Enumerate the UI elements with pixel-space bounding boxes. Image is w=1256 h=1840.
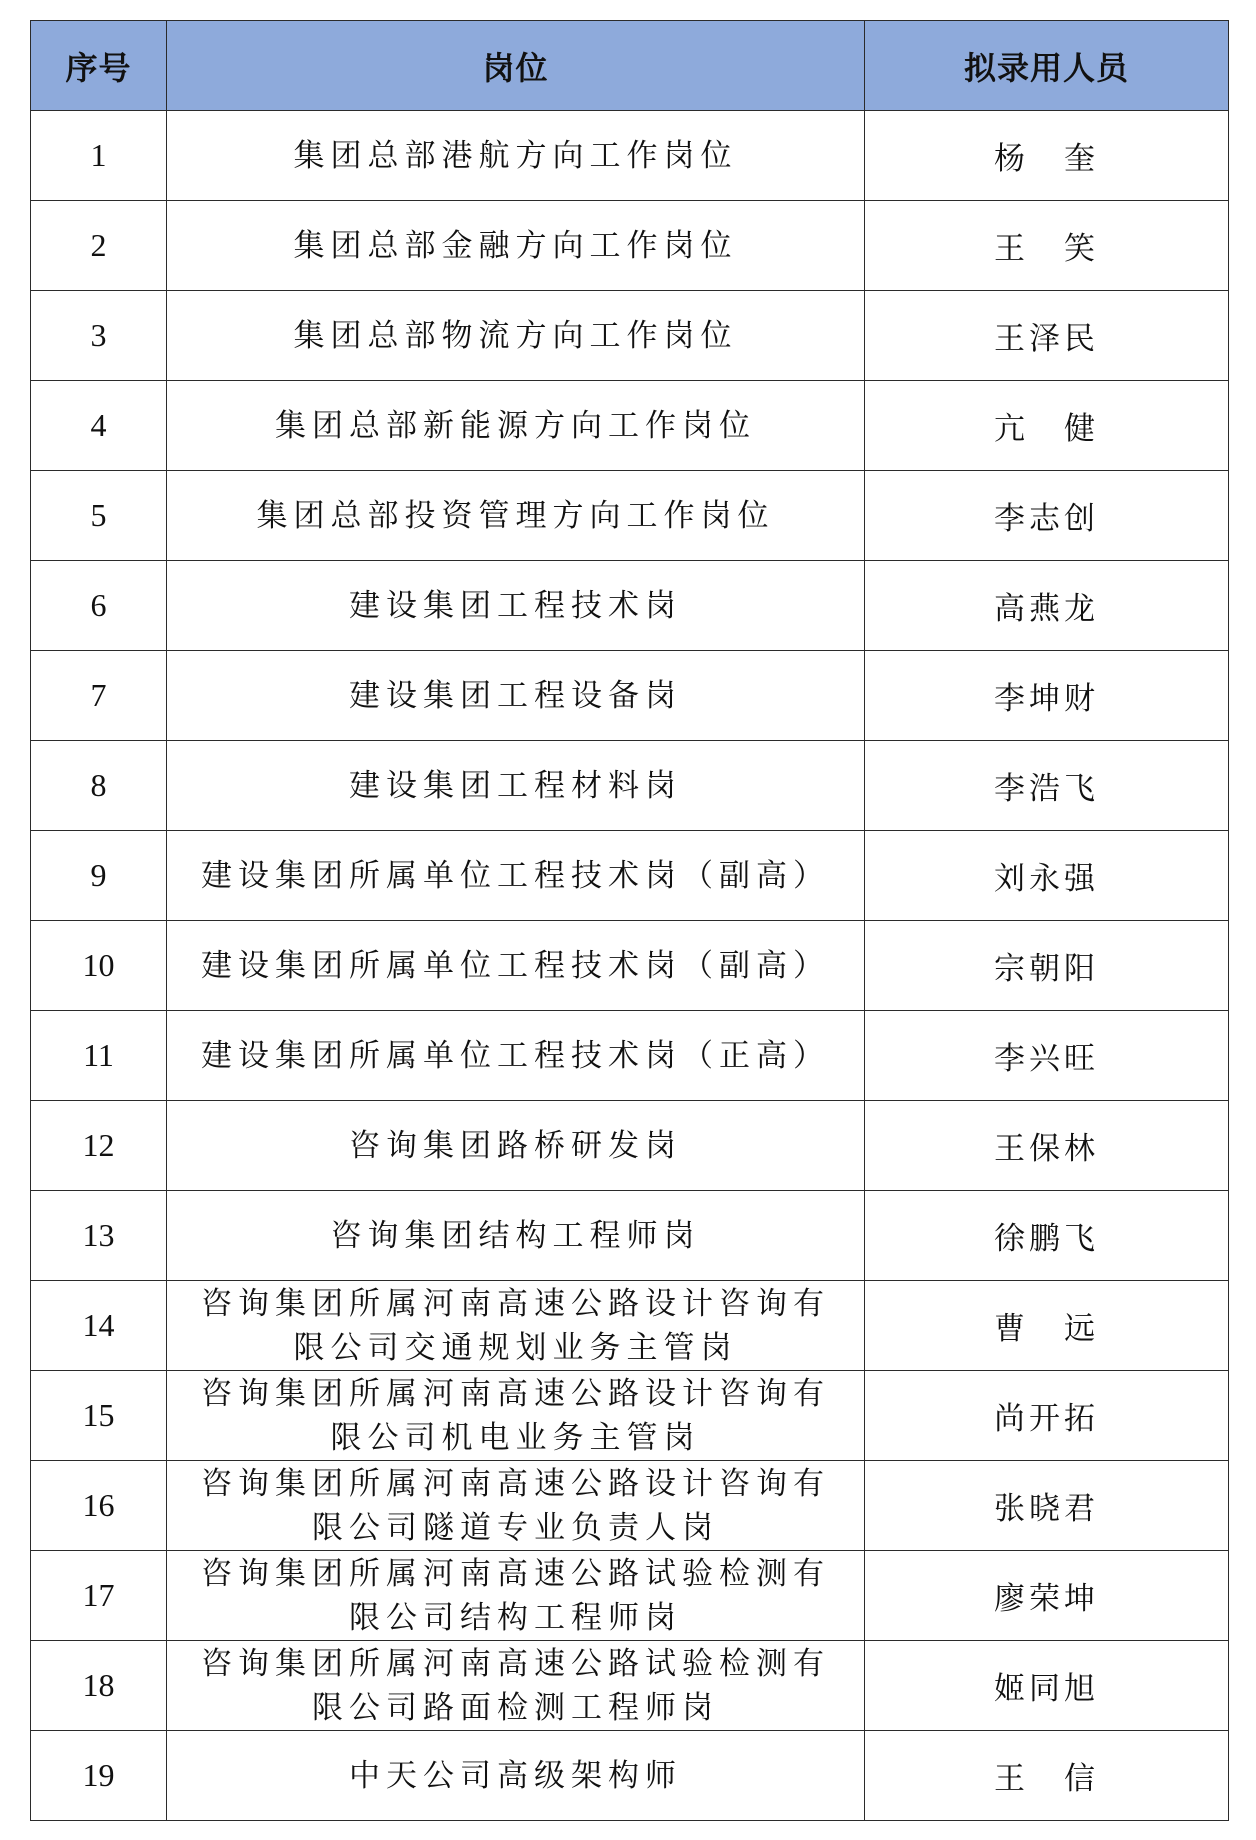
position-line: 建设集团工程材料岗 — [349, 767, 682, 804]
row-index: 12 — [31, 1101, 167, 1191]
row-position — [167, 1731, 865, 1821]
table-row — [31, 471, 1229, 561]
position-line: 集团总部物流方向工作岗位 — [293, 317, 738, 354]
row-index: 3 — [31, 291, 167, 381]
row-candidate: 王 信 — [865, 1731, 1229, 1821]
row-index: 6 — [31, 561, 167, 651]
row-position — [167, 1641, 865, 1731]
row-index: 2 — [31, 201, 167, 291]
position-line: 中天公司高级架构师 — [349, 1757, 682, 1794]
row-position — [167, 291, 865, 381]
row-candidate: 张晓君 — [865, 1461, 1229, 1551]
position-line: 集团总部金融方向工作岗位 — [293, 227, 738, 264]
row-position — [167, 1101, 865, 1191]
row-candidate: 高燕龙 — [865, 561, 1229, 651]
row-position — [167, 741, 865, 831]
row-index: 19 — [31, 1731, 167, 1821]
table-row — [31, 651, 1229, 741]
position-line: 建设集团所属单位工程技术岗（副高） — [201, 947, 830, 984]
row-candidate: 王泽民 — [865, 291, 1229, 381]
row-position — [167, 1551, 865, 1641]
position-line: 建设集团所属单位工程技术岗（正高） — [201, 1037, 830, 1074]
header-position: 岗位 — [167, 21, 865, 111]
row-candidate: 亢 健 — [865, 381, 1229, 471]
row-index: 8 — [31, 741, 167, 831]
table-row — [31, 1731, 1229, 1821]
position-line: 建设集团所属单位工程技术岗（副高） — [201, 857, 830, 894]
table-header — [31, 21, 1229, 111]
row-candidate: 刘永强 — [865, 831, 1229, 921]
row-position — [167, 201, 865, 291]
row-index: 14 — [31, 1281, 167, 1371]
row-candidate: 曹 远 — [865, 1281, 1229, 1371]
header-row — [31, 21, 1229, 111]
table-row — [31, 1551, 1229, 1641]
row-index: 7 — [31, 651, 167, 741]
position-line: 限公司路面检测工程师岗 — [312, 1689, 719, 1726]
row-candidate: 李兴旺 — [865, 1011, 1229, 1101]
row-index: 11 — [31, 1011, 167, 1101]
row-candidate: 姬同旭 — [865, 1641, 1229, 1731]
table-row — [31, 381, 1229, 471]
position-line: 咨询集团所属河南高速公路试验检测有 — [201, 1645, 830, 1682]
position-line: 限公司交通规划业务主管岗 — [293, 1329, 738, 1366]
row-position — [167, 1191, 865, 1281]
row-candidate: 李坤财 — [865, 651, 1229, 741]
row-candidate: 尚开拓 — [865, 1371, 1229, 1461]
row-candidate: 王保林 — [865, 1101, 1229, 1191]
row-position — [167, 471, 865, 561]
row-candidate: 廖荣坤 — [865, 1551, 1229, 1641]
position-line: 集团总部新能源方向工作岗位 — [275, 407, 756, 444]
table-row — [31, 1191, 1229, 1281]
table-row — [31, 1371, 1229, 1461]
row-position — [167, 561, 865, 651]
position-line: 限公司隧道专业负责人岗 — [312, 1509, 719, 1546]
header-index: 序号 — [31, 21, 167, 111]
row-position — [167, 381, 865, 471]
row-index: 17 — [31, 1551, 167, 1641]
row-index: 1 — [31, 111, 167, 201]
table-row — [31, 561, 1229, 651]
table-row — [31, 291, 1229, 381]
position-line: 咨询集团所属河南高速公路试验检测有 — [201, 1555, 830, 1592]
position-line: 建设集团工程设备岗 — [349, 677, 682, 714]
position-line: 限公司机电业务主管岗 — [330, 1419, 701, 1456]
row-position — [167, 651, 865, 741]
row-index: 15 — [31, 1371, 167, 1461]
row-position — [167, 1371, 865, 1461]
position-line: 集团总部投资管理方向工作岗位 — [256, 497, 775, 534]
row-index: 5 — [31, 471, 167, 561]
table-row — [31, 741, 1229, 831]
table-row — [31, 201, 1229, 291]
position-line: 集团总部港航方向工作岗位 — [293, 137, 738, 174]
position-line: 咨询集团路桥研发岗 — [349, 1127, 682, 1164]
row-position — [167, 1281, 865, 1371]
row-position — [167, 1011, 865, 1101]
position-line: 限公司结构工程师岗 — [349, 1599, 682, 1636]
row-candidate: 徐鹏飞 — [865, 1191, 1229, 1281]
position-line: 咨询集团结构工程师岗 — [330, 1217, 701, 1254]
row-candidate: 杨 奎 — [865, 111, 1229, 201]
table-row — [31, 1461, 1229, 1551]
table-row — [31, 831, 1229, 921]
table-body — [31, 111, 1229, 1821]
row-candidate: 李浩飞 — [865, 741, 1229, 831]
row-index: 16 — [31, 1461, 167, 1551]
row-position — [167, 831, 865, 921]
hiring-table — [30, 20, 1229, 1821]
table-row — [31, 1281, 1229, 1371]
row-index: 9 — [31, 831, 167, 921]
hiring-table-container — [30, 20, 1228, 1821]
position-line: 咨询集团所属河南高速公路设计咨询有 — [201, 1285, 830, 1322]
position-line: 咨询集团所属河南高速公路设计咨询有 — [201, 1465, 830, 1502]
row-position — [167, 1461, 865, 1551]
table-row — [31, 1101, 1229, 1191]
position-line: 咨询集团所属河南高速公路设计咨询有 — [201, 1375, 830, 1412]
table-row — [31, 111, 1229, 201]
row-index: 18 — [31, 1641, 167, 1731]
row-position — [167, 111, 865, 201]
position-line: 建设集团工程技术岗 — [349, 587, 682, 624]
row-position — [167, 921, 865, 1011]
table-row — [31, 1011, 1229, 1101]
table-row — [31, 1641, 1229, 1731]
row-index: 4 — [31, 381, 167, 471]
row-index: 13 — [31, 1191, 167, 1281]
header-candidate: 拟录用人员 — [865, 21, 1229, 111]
row-candidate: 宗朝阳 — [865, 921, 1229, 1011]
row-candidate: 李志创 — [865, 471, 1229, 561]
table-row — [31, 921, 1229, 1011]
row-candidate: 王 笑 — [865, 201, 1229, 291]
row-index: 10 — [31, 921, 167, 1011]
